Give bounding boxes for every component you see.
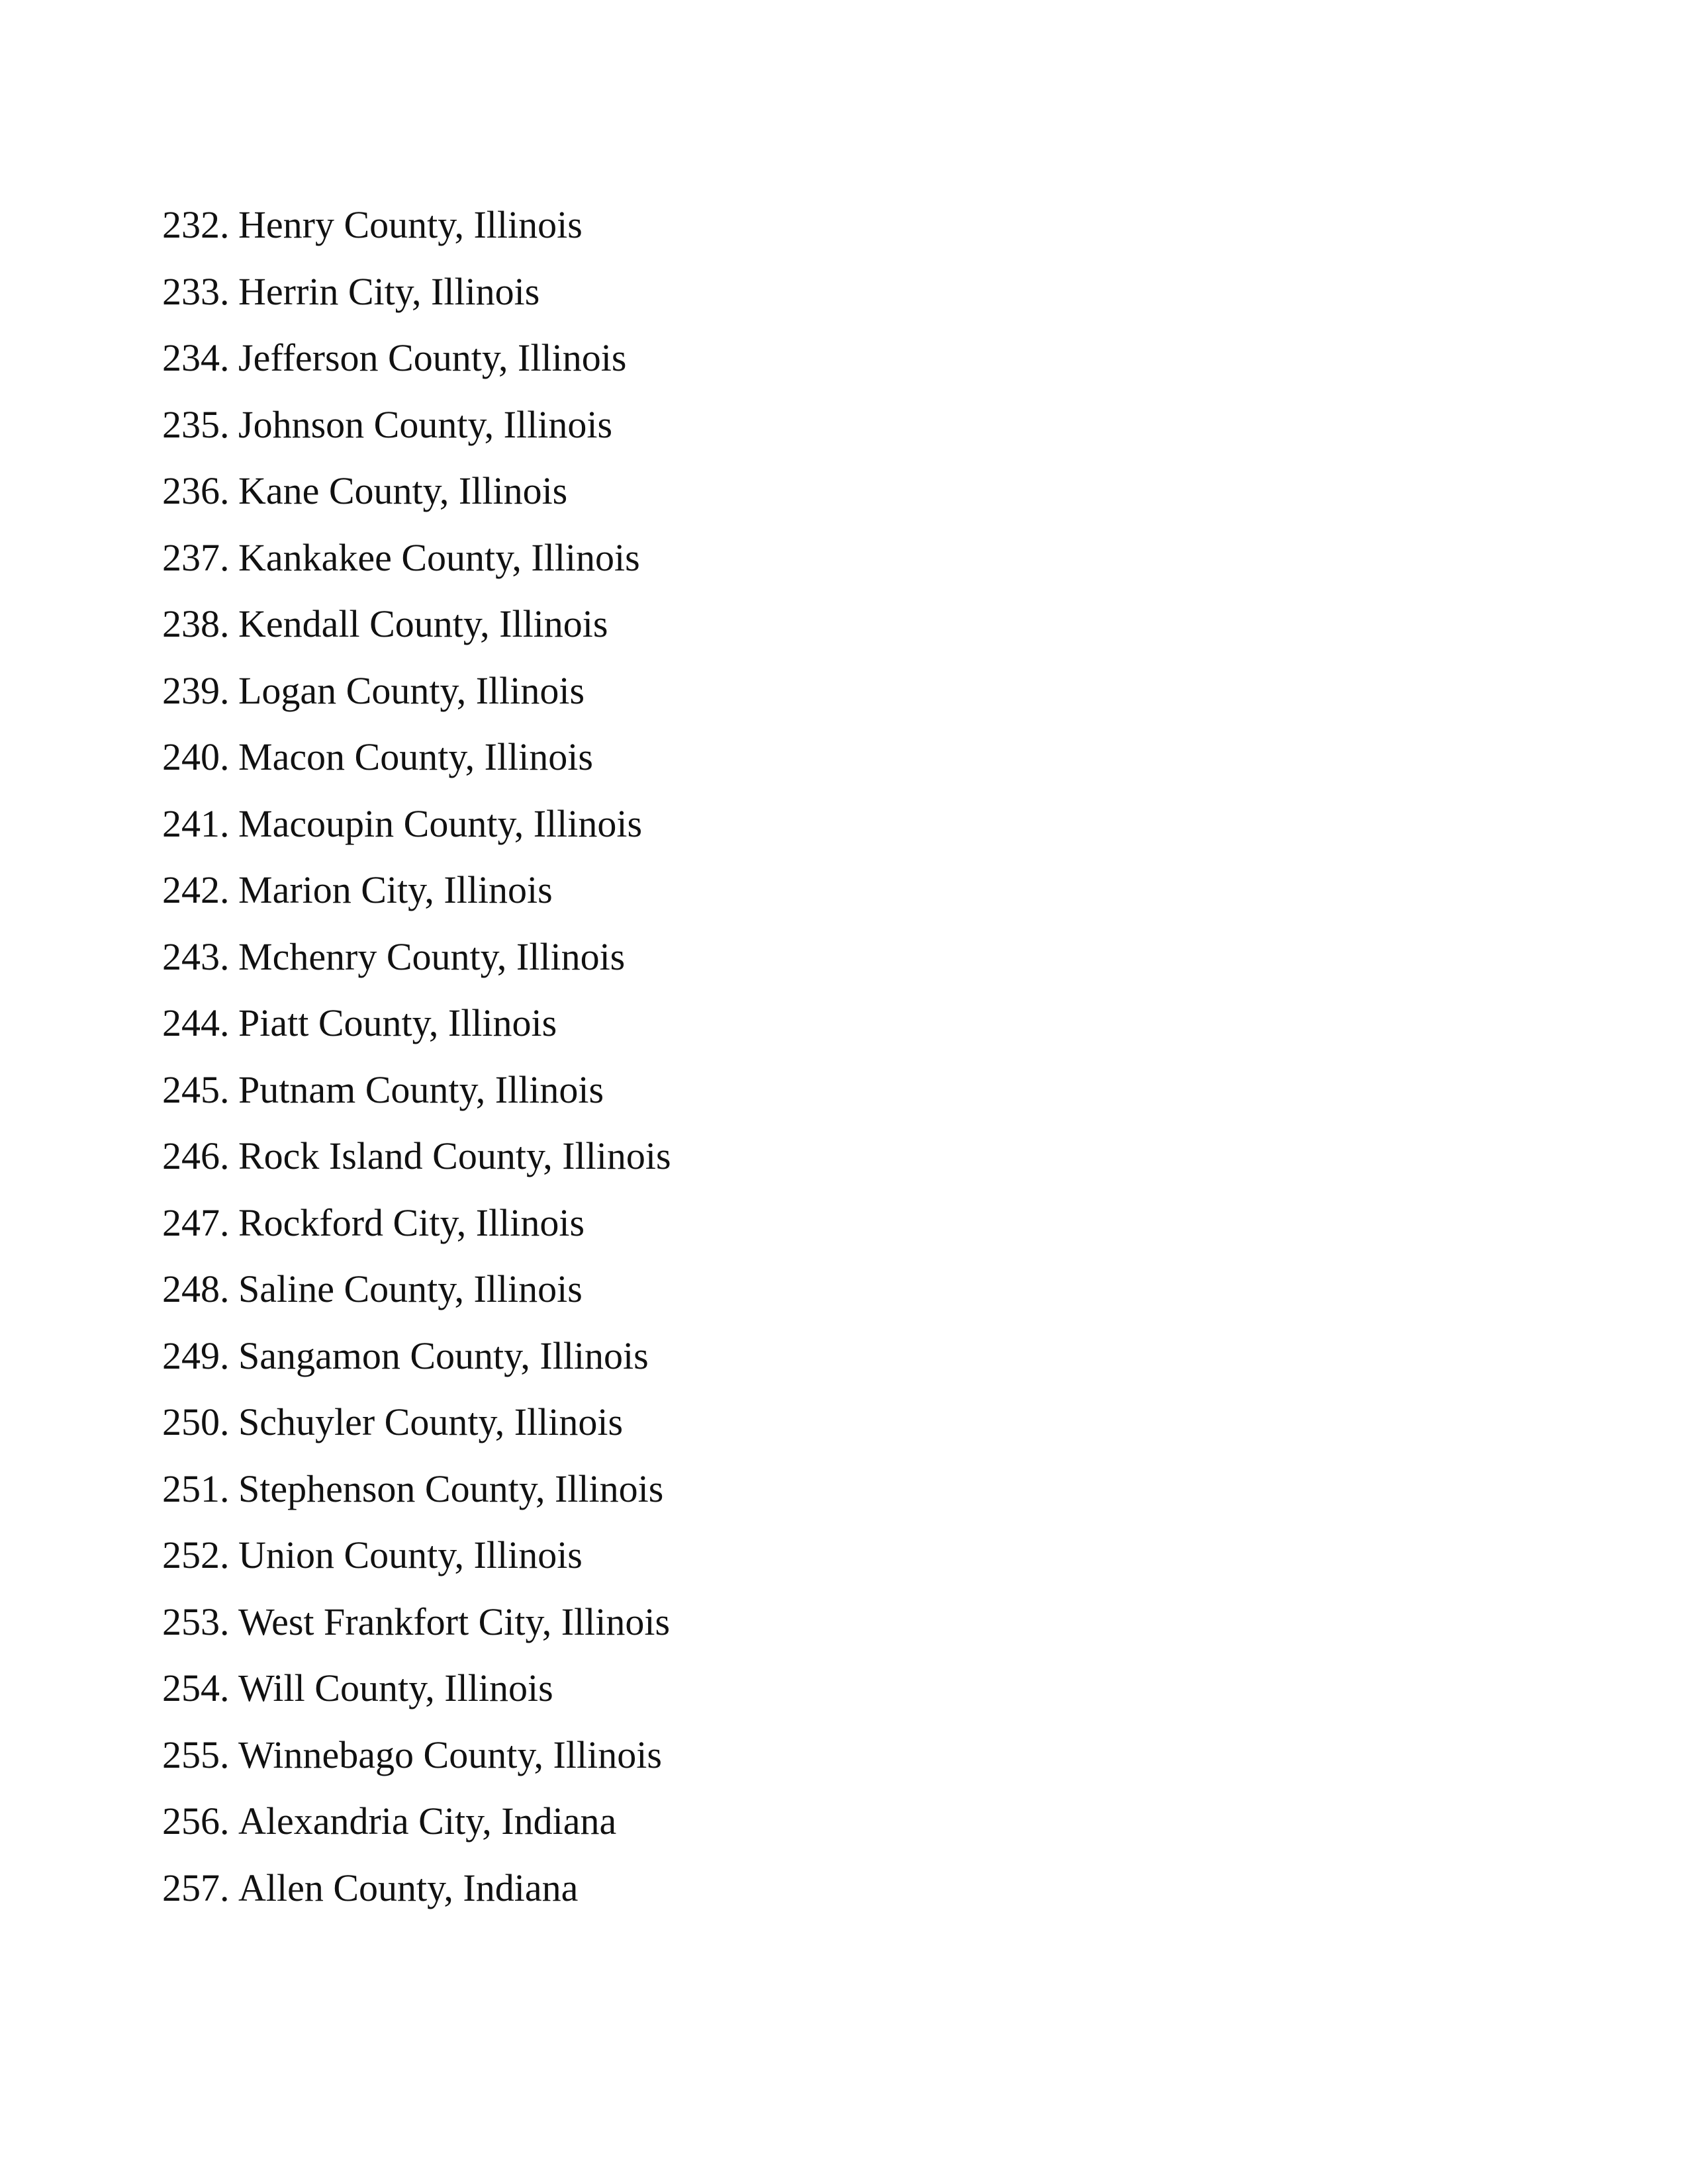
item-text: West Frankfort City, Illinois: [238, 1600, 671, 1643]
item-text: Stephenson County, Illinois: [238, 1467, 664, 1510]
list-item: [162, 1456, 671, 1523]
item-number: 238.: [162, 602, 230, 645]
item-text: Sangamon County, Illinois: [238, 1334, 649, 1377]
item-text: Marion City, Illinois: [238, 868, 553, 911]
item-text: Alexandria City, Indiana: [238, 1799, 617, 1843]
item-number: 257.: [162, 1866, 230, 1909]
item-number: 250.: [162, 1400, 230, 1443]
item-text: Kane County, Illinois: [238, 469, 568, 512]
item-text: Schuyler County, Illinois: [238, 1400, 624, 1443]
item-text: Henry County, Illinois: [238, 203, 583, 246]
item-text: Saline County, Illinois: [238, 1267, 583, 1310]
list-item: [162, 1522, 671, 1589]
list-item: [162, 857, 671, 924]
list-item: [162, 791, 671, 858]
item-number: 248.: [162, 1267, 230, 1310]
item-number: 247.: [162, 1201, 230, 1244]
item-text: Putnam County, Illinois: [238, 1068, 604, 1111]
item-number: 253.: [162, 1600, 230, 1643]
item-text: Johnson County, Illinois: [238, 402, 613, 446]
list-item: [162, 990, 671, 1057]
list-item: [162, 1323, 671, 1390]
list-item: [162, 1190, 671, 1257]
list-item: [162, 1256, 671, 1323]
list-item: [162, 1123, 671, 1190]
item-text: Macoupin County, Illinois: [238, 801, 643, 845]
item-text: Herrin City, Illinois: [238, 269, 540, 313]
item-number: 243.: [162, 934, 230, 978]
item-text: Winnebago County, Illinois: [238, 1733, 662, 1776]
item-number: 235.: [162, 402, 230, 446]
item-number: 232.: [162, 203, 230, 246]
item-number: 242.: [162, 868, 230, 911]
list-item: [162, 1589, 671, 1656]
item-text: Mchenry County, Illinois: [238, 934, 626, 978]
item-number: 239.: [162, 668, 230, 712]
item-text: Will County, Illinois: [238, 1666, 553, 1709]
item-number: 240.: [162, 735, 230, 778]
item-text: Piatt County, Illinois: [238, 1001, 557, 1044]
item-number: 255.: [162, 1733, 230, 1776]
list-item: [162, 458, 671, 525]
list-item: [162, 924, 671, 991]
item-text: Rock Island County, Illinois: [238, 1134, 671, 1177]
item-text: Union County, Illinois: [238, 1533, 583, 1576]
item-number: 234.: [162, 336, 230, 379]
item-text: Logan County, Illinois: [238, 668, 585, 712]
item-number: 254.: [162, 1666, 230, 1709]
item-text: Allen County, Indiana: [238, 1866, 579, 1909]
list-item: [162, 525, 671, 592]
item-number: 249.: [162, 1334, 230, 1377]
list-item: [162, 1722, 671, 1789]
item-number: 241.: [162, 801, 230, 845]
item-number: 236.: [162, 469, 230, 512]
item-number: 252.: [162, 1533, 230, 1576]
item-number: 256.: [162, 1799, 230, 1843]
list-item: [162, 724, 671, 791]
list-item: [162, 658, 671, 725]
list-item: [162, 1389, 671, 1456]
list-item: [162, 1057, 671, 1124]
item-text: Macon County, Illinois: [238, 735, 593, 778]
list-item: [162, 392, 671, 459]
list-item: [162, 1655, 671, 1722]
item-text: Kendall County, Illinois: [238, 602, 608, 645]
item-number: 244.: [162, 1001, 230, 1044]
list-item: [162, 259, 671, 326]
item-text: Jefferson County, Illinois: [238, 336, 627, 379]
list-item: [162, 1855, 671, 1922]
item-text: Rockford City, Illinois: [238, 1201, 585, 1244]
list-item: [162, 591, 671, 658]
item-number: 237.: [162, 535, 230, 579]
list-item: [162, 1788, 671, 1855]
numbered-list: [162, 192, 671, 1921]
item-number: 251.: [162, 1467, 230, 1510]
list-item: [162, 325, 671, 392]
list-item: [162, 192, 671, 259]
item-text: Kankakee County, Illinois: [238, 535, 640, 579]
item-number: 233.: [162, 269, 230, 313]
item-number: 246.: [162, 1134, 230, 1177]
item-number: 245.: [162, 1068, 230, 1111]
